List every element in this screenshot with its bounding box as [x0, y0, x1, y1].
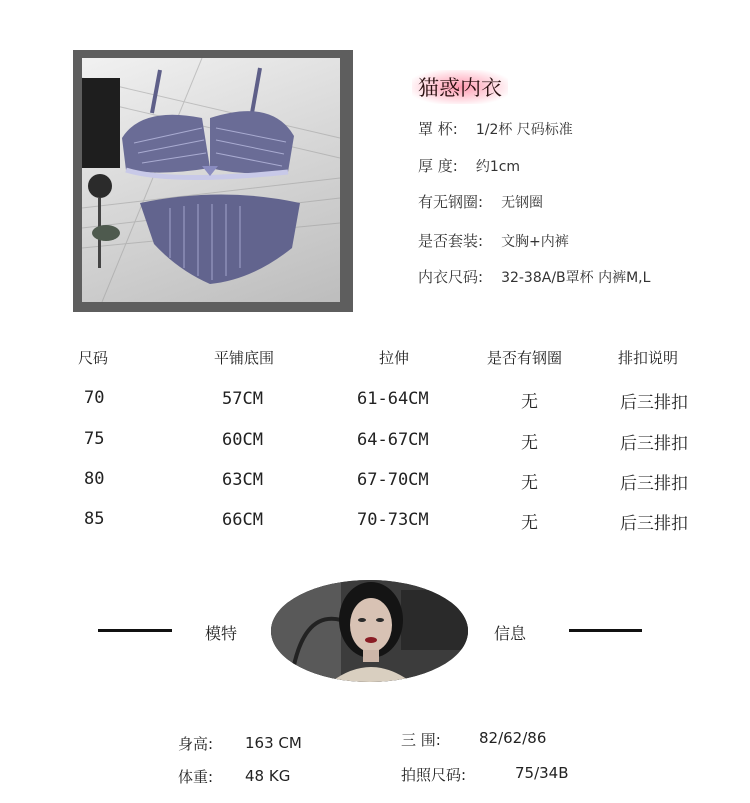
model-height-value: 163 CM	[245, 734, 302, 752]
product-title: 猫惑内衣	[412, 70, 508, 104]
model-measurements-value: 82/62/86	[479, 729, 547, 747]
table-cell: 后三排扣	[620, 514, 688, 534]
table-cell: 66CM	[222, 510, 263, 530]
table-cell: 70-73CM	[357, 510, 429, 530]
model-measurements-label: 三 围:	[401, 731, 441, 749]
table-cell: 后三排扣	[620, 434, 688, 454]
table-cell: 无	[521, 473, 538, 493]
spec-size	[418, 266, 650, 287]
spec-set-value: 文胸+内裤	[501, 234, 569, 250]
model-label-right: 信息	[494, 624, 527, 643]
spec-size-value: 32-38A/B罩杯 内裤M,L	[501, 270, 651, 286]
spec-thickness	[418, 155, 520, 176]
table-cell: 75	[84, 429, 105, 449]
table-cell: 80	[84, 469, 105, 489]
table-header-underwire: 是否有钢圈	[487, 349, 563, 367]
spec-set-label: 是否套装:	[418, 232, 484, 250]
table-header-hooks: 排扣说明	[618, 349, 679, 367]
table-cell: 61-64CM	[357, 389, 429, 409]
table-cell: 57CM	[222, 389, 263, 409]
table-cell: 67-70CM	[357, 470, 429, 490]
table-cell: 63CM	[222, 470, 263, 490]
table-cell: 60CM	[222, 430, 263, 450]
spec-cup-label: 罩 杯:	[418, 120, 458, 138]
model-height-label: 身高:	[178, 735, 214, 753]
table-header-flat-band: 平铺底围	[214, 349, 275, 367]
divider-right	[569, 629, 642, 632]
table-cell: 70	[84, 388, 105, 408]
table-cell: 64-67CM	[357, 430, 429, 450]
table-cell: 85	[84, 509, 105, 529]
spec-underwire-label: 有无钢圈:	[418, 193, 484, 211]
spec-underwire	[418, 191, 543, 212]
table-cell: 后三排扣	[620, 474, 688, 494]
divider-left	[98, 629, 172, 632]
spec-cup	[418, 118, 573, 139]
spec-thickness-label: 厚 度:	[418, 157, 458, 175]
model-photo	[271, 580, 468, 682]
model-photo-size-value: 75/34B	[515, 764, 569, 782]
table-header-stretch: 拉伸	[379, 349, 410, 367]
table-header-size: 尺码	[78, 349, 109, 367]
table-cell: 无	[521, 392, 538, 412]
spec-cup-value: 1/2杯 尺码标准	[475, 122, 573, 138]
spec-size-label: 内衣尺码:	[418, 268, 484, 286]
spec-underwire-value: 无钢圈	[501, 195, 544, 211]
model-weight-label: 体重:	[178, 768, 214, 786]
product-photo	[82, 58, 340, 302]
table-cell: 无	[521, 513, 538, 533]
table-cell: 无	[521, 433, 538, 453]
spec-thickness-value: 约1cm	[475, 159, 521, 175]
model-label-left: 模特	[205, 624, 238, 643]
spec-set	[418, 230, 569, 251]
table-cell: 后三排扣	[620, 393, 688, 413]
model-photo-size-label: 拍照尺码:	[401, 766, 467, 784]
model-weight-value: 48 KG	[245, 767, 291, 785]
